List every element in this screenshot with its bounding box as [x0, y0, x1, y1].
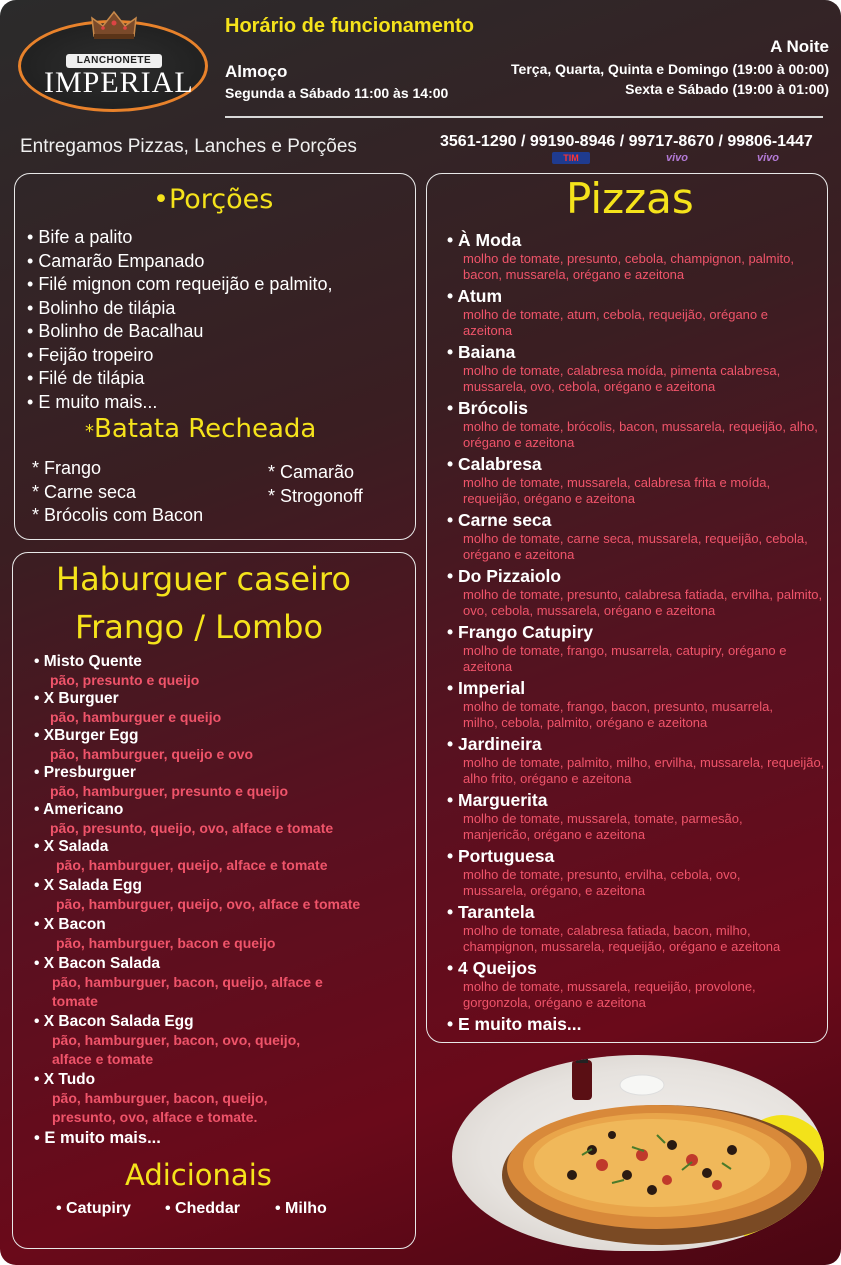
list-item: * Brócolis com Bacon: [32, 505, 204, 525]
adicional-item: • Cheddar: [165, 1200, 240, 1217]
hours-title: Horário de funcionamento: [225, 15, 474, 37]
logo-name: IMPERIAL: [44, 66, 194, 99]
logo-top-label: LANCHONETE: [66, 54, 162, 68]
batata-list-left: [32, 457, 203, 528]
pizza-photo: [452, 1055, 824, 1251]
menu-item: • À Moda molho de tomate, presunto, cebola, champignon, palmito, bacon, mussarela, orégano e azeitona: [447, 230, 794, 282]
porcoes-title: •Porções: [153, 184, 274, 215]
list-item: • Feijão tropeiro: [27, 344, 154, 365]
menu-item: • Misto Quente pão, presunto e queijo: [34, 653, 200, 688]
menu-item: • Frango Catupiry molho de tomate, frango, musarrela, catupiry, orégano e azeitona: [447, 622, 787, 674]
menu-item: • Jardineira molho de tomate, palmito, milho, ervilha, mussarela, requeijão, alho frito, orégano e azeitona: [447, 734, 825, 786]
menu-item: • Tarantela molho de tomate, calabresa fatiada, bacon, milho, champignon, mussarela, requeijão, orégano e azeitona: [447, 902, 781, 954]
night-label: A Noite: [770, 37, 829, 56]
menu-item: • X Bacon Salada pão, hamburguer, bacon, queijo, alface e tomate: [34, 955, 323, 1009]
night-hours-line1: Terça, Quarta, Quinta e Domingo (19:00 à 00:00): [511, 61, 829, 77]
adicionais-title: Adicionais: [125, 1158, 272, 1192]
header-divider: [225, 116, 823, 118]
list-item: • Bife a palito: [27, 227, 133, 247]
menu-item: • 4 Queijos molho de tomate, mussarela, requeijão, provolone, gorgonzola, orégano e azeitona: [447, 958, 756, 1010]
menu-item-more: • E muito mais...: [447, 1014, 582, 1034]
menu-item: • X Tudo pão, hamburguer, bacon, queijo, presunto, ovo, alface e tomate.: [34, 1071, 268, 1125]
menu-item: • Atum molho de tomate, atum, cebola, requeijão, orégano e azeitona: [447, 286, 768, 338]
night-hours-line2: Sexta e Sábado (19:00 à 01:00): [625, 81, 829, 97]
menu-item: • X Burguer pão, hamburguer e queijo: [34, 690, 222, 725]
lunch-hours: Segunda a Sábado 11:00 às 14:00: [225, 85, 449, 101]
adicional-item: • Milho: [275, 1200, 327, 1217]
burger-subtitle: Frango / Lombo: [75, 608, 324, 646]
adicional-item: • Catupiry: [56, 1200, 131, 1217]
list-item: • Filé de tilápia: [27, 368, 145, 388]
burger-title: Haburguer caseiro: [56, 560, 351, 598]
menu-item: • X Salada Egg pão, hamburguer, queijo, ovo, alface e tomate: [34, 877, 361, 912]
vivo-operator-badge: vivo: [666, 152, 689, 164]
crown-icon: [90, 10, 138, 40]
pizza-illustration: [452, 1055, 824, 1251]
batata-list-right: [268, 461, 363, 508]
phone-numbers[interactable]: 3561-1290 / 99190-8946 / 99717-8670 / 99806-1447: [440, 133, 813, 150]
menu-item: • Presburguer pão, hamburguer, presunto e queijo: [34, 764, 289, 799]
menu-item: • X Salada pão, hamburguer, queijo, alface e tomate: [34, 838, 328, 873]
menu-item: • Baiana molho de tomate, calabresa moída, pimenta calabresa, mussarela, ovo, cebola, orégano e azeitona: [447, 342, 781, 394]
tim-operator-badge: TIM: [552, 152, 590, 164]
menu-item: • Portuguesa molho de tomate, presunto, ervilha, cebola, ovo, mussarela, orégano, e azeitona: [447, 846, 741, 898]
menu-item: • XBurger Egg pão, hamburguer, queijo e ovo: [34, 727, 254, 762]
menu-item: • Imperial molho de tomate, frango, bacon, presunto, musarrela, milho, cebola, palmito, orégano e azeitona: [447, 678, 774, 730]
list-item: • Bolinho de Bacalhau: [27, 321, 204, 341]
lunch-label: Almoço: [225, 62, 288, 81]
menu-item-more: • E muito mais...: [34, 1129, 161, 1147]
list-item: • E muito mais...: [27, 391, 158, 412]
list-item: • Bolinho de tilápia: [27, 297, 176, 318]
menu-item: • X Bacon Salada Egg pão, hamburguer, bacon, ovo, queijo, alface e tomate: [34, 1013, 301, 1067]
menu-item: • Brócolis molho de tomate, brócolis, bacon, mussarela, requeijão, alho, orégano e azeitona: [447, 398, 818, 450]
list-item: * Carne seca: [32, 481, 137, 502]
menu-item: • X Bacon pão, hamburguer, bacon e queijo: [34, 916, 276, 951]
menu-item: • Marguerita molho de tomate, mussarela, tomate, parmesão, manjericão, orégano e azeitona: [447, 790, 743, 842]
list-item: * Camarão: [268, 462, 355, 482]
tagline: Entregamos Pizzas, Lanches e Porções: [20, 136, 357, 157]
batata-title: *Batata Recheada: [85, 414, 317, 444]
menu-item: • Do Pizzaiolo molho de tomate, presunto, calabresa fatiada, ervilha, palmito, ovo, cebola, mussarela, orégano e azeitona: [447, 566, 823, 618]
menu-item: • Americano pão, presunto, queijo, ovo, alface e tomate: [34, 801, 334, 836]
menu-item: • Carne seca molho de tomate, carne seca, mussarela, requeijão, cebola, orégano e azeitona: [447, 510, 808, 562]
list-item: * Frango: [32, 458, 102, 478]
list-item: • Camarão Empanado: [27, 250, 205, 271]
porcoes-list: [27, 226, 332, 414]
logo: [18, 10, 210, 114]
vivo-operator-badge: vivo: [757, 152, 780, 164]
pizzas-title: Pizzas: [566, 174, 694, 223]
list-item: * Strogonoff: [268, 485, 363, 506]
menu-item: • Calabresa molho de tomate, mussarela, calabresa frita e moída, requeijão, orégano e azeitona: [447, 454, 771, 506]
list-item: • Filé mignon com requeijão e palmito,: [27, 274, 333, 294]
